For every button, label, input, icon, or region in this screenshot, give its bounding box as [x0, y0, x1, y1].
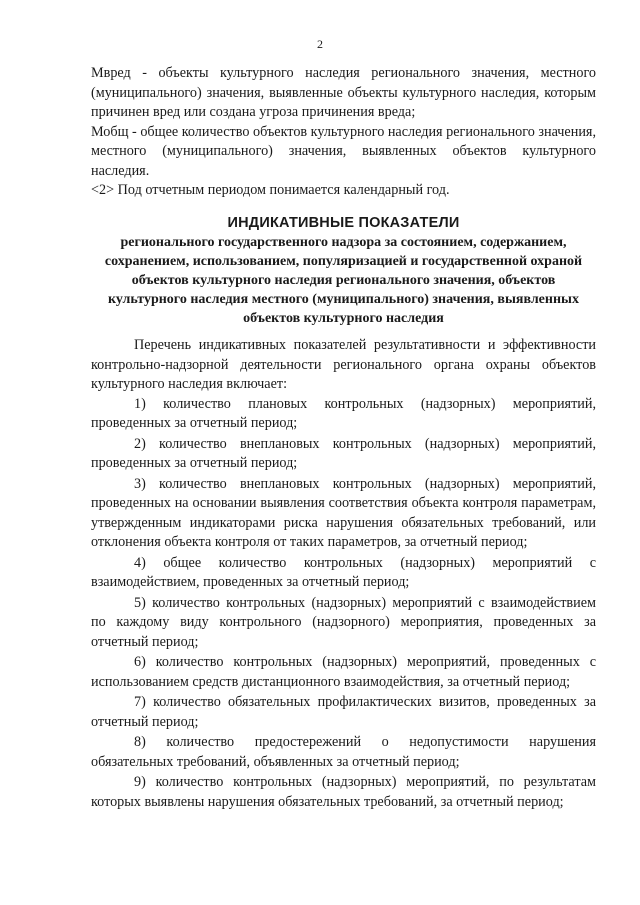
intro-paragraph: Перечень индикативных показателей результативности и эффективности контрольно-надзорной деятельности регионального органа охраны объектов культурного наследия включает:	[91, 337, 596, 392]
list-item: 3) количество внеплановых контрольных (надзорных) мероприятий, проведенных на основании выявления соответствия объекта контроля параметрам, утвержденным индикаторами риска нарушения обязательных требований, или отклонения объекта контроля от таких параметров, за отчетный период;	[91, 475, 596, 550]
indicators-list	[91, 336, 596, 813]
list-item: 7) количество обязательных профилактических визитов, проведенных за отчетный период;	[91, 694, 596, 730]
list-item: 6) количество контрольных (надзорных) мероприятий, проведенных с использованием средств дистанционного взаимодействия, за отчетный период;	[91, 654, 596, 690]
heading-subtitle: регионального государственного надзора за состоянием, содержанием, сохранением, использованием, популяризацией и государственной охраной объектов культурного наследия регионального значения, объектов культурного наследия местного (муниципального) значения, выявленных объектов культурного наследия	[104, 235, 583, 326]
list-item: 9) количество контрольных (надзорных) мероприятий, по результатам которых выявлены нарушения обязательных требований, за отчетный период;	[91, 774, 596, 810]
list-item: 8) количество предостережений о недопустимости нарушения обязательных требований, объявленных за отчетный период;	[91, 734, 596, 770]
list-item: 4) общее количество контрольных (надзорных) мероприятий с взаимодействием, проведенных за отчетный период;	[91, 554, 596, 590]
note-total-objects: Мобщ - общее количество объектов культурного наследия регионального значения, местного (муниципального) значения, выявленных объектов культурного наследия.	[91, 123, 596, 179]
page-number: 2	[317, 37, 323, 51]
footnote-reporting-period: <2> Под отчетным периодом понимается календарный год.	[91, 182, 450, 198]
heading-title: ИНДИКАТИВНЫЕ ПОКАЗАТЕЛИ	[227, 215, 460, 231]
section-heading	[91, 214, 596, 328]
list-item: 5) количество контрольных (надзорных) мероприятий с взаимодействием по каждому виду контрольного (надзорного) мероприятия, проведенных за отчетный период;	[91, 594, 596, 650]
note-damaged-objects: Мвред - объекты культурного наследия регионального значения, местного (муниципального) значения, выявленные объекты культурного наследия, которым причинен вред или создана угроза причинения вреда;	[91, 65, 596, 120]
formula-notes	[91, 64, 596, 201]
list-item: 2) количество внеплановых контрольных (надзорных) мероприятий, проведенных за отчетный период;	[91, 435, 596, 471]
list-item: 1) количество плановых контрольных (надзорных) мероприятий, проведенных за отчетный период;	[91, 395, 596, 431]
